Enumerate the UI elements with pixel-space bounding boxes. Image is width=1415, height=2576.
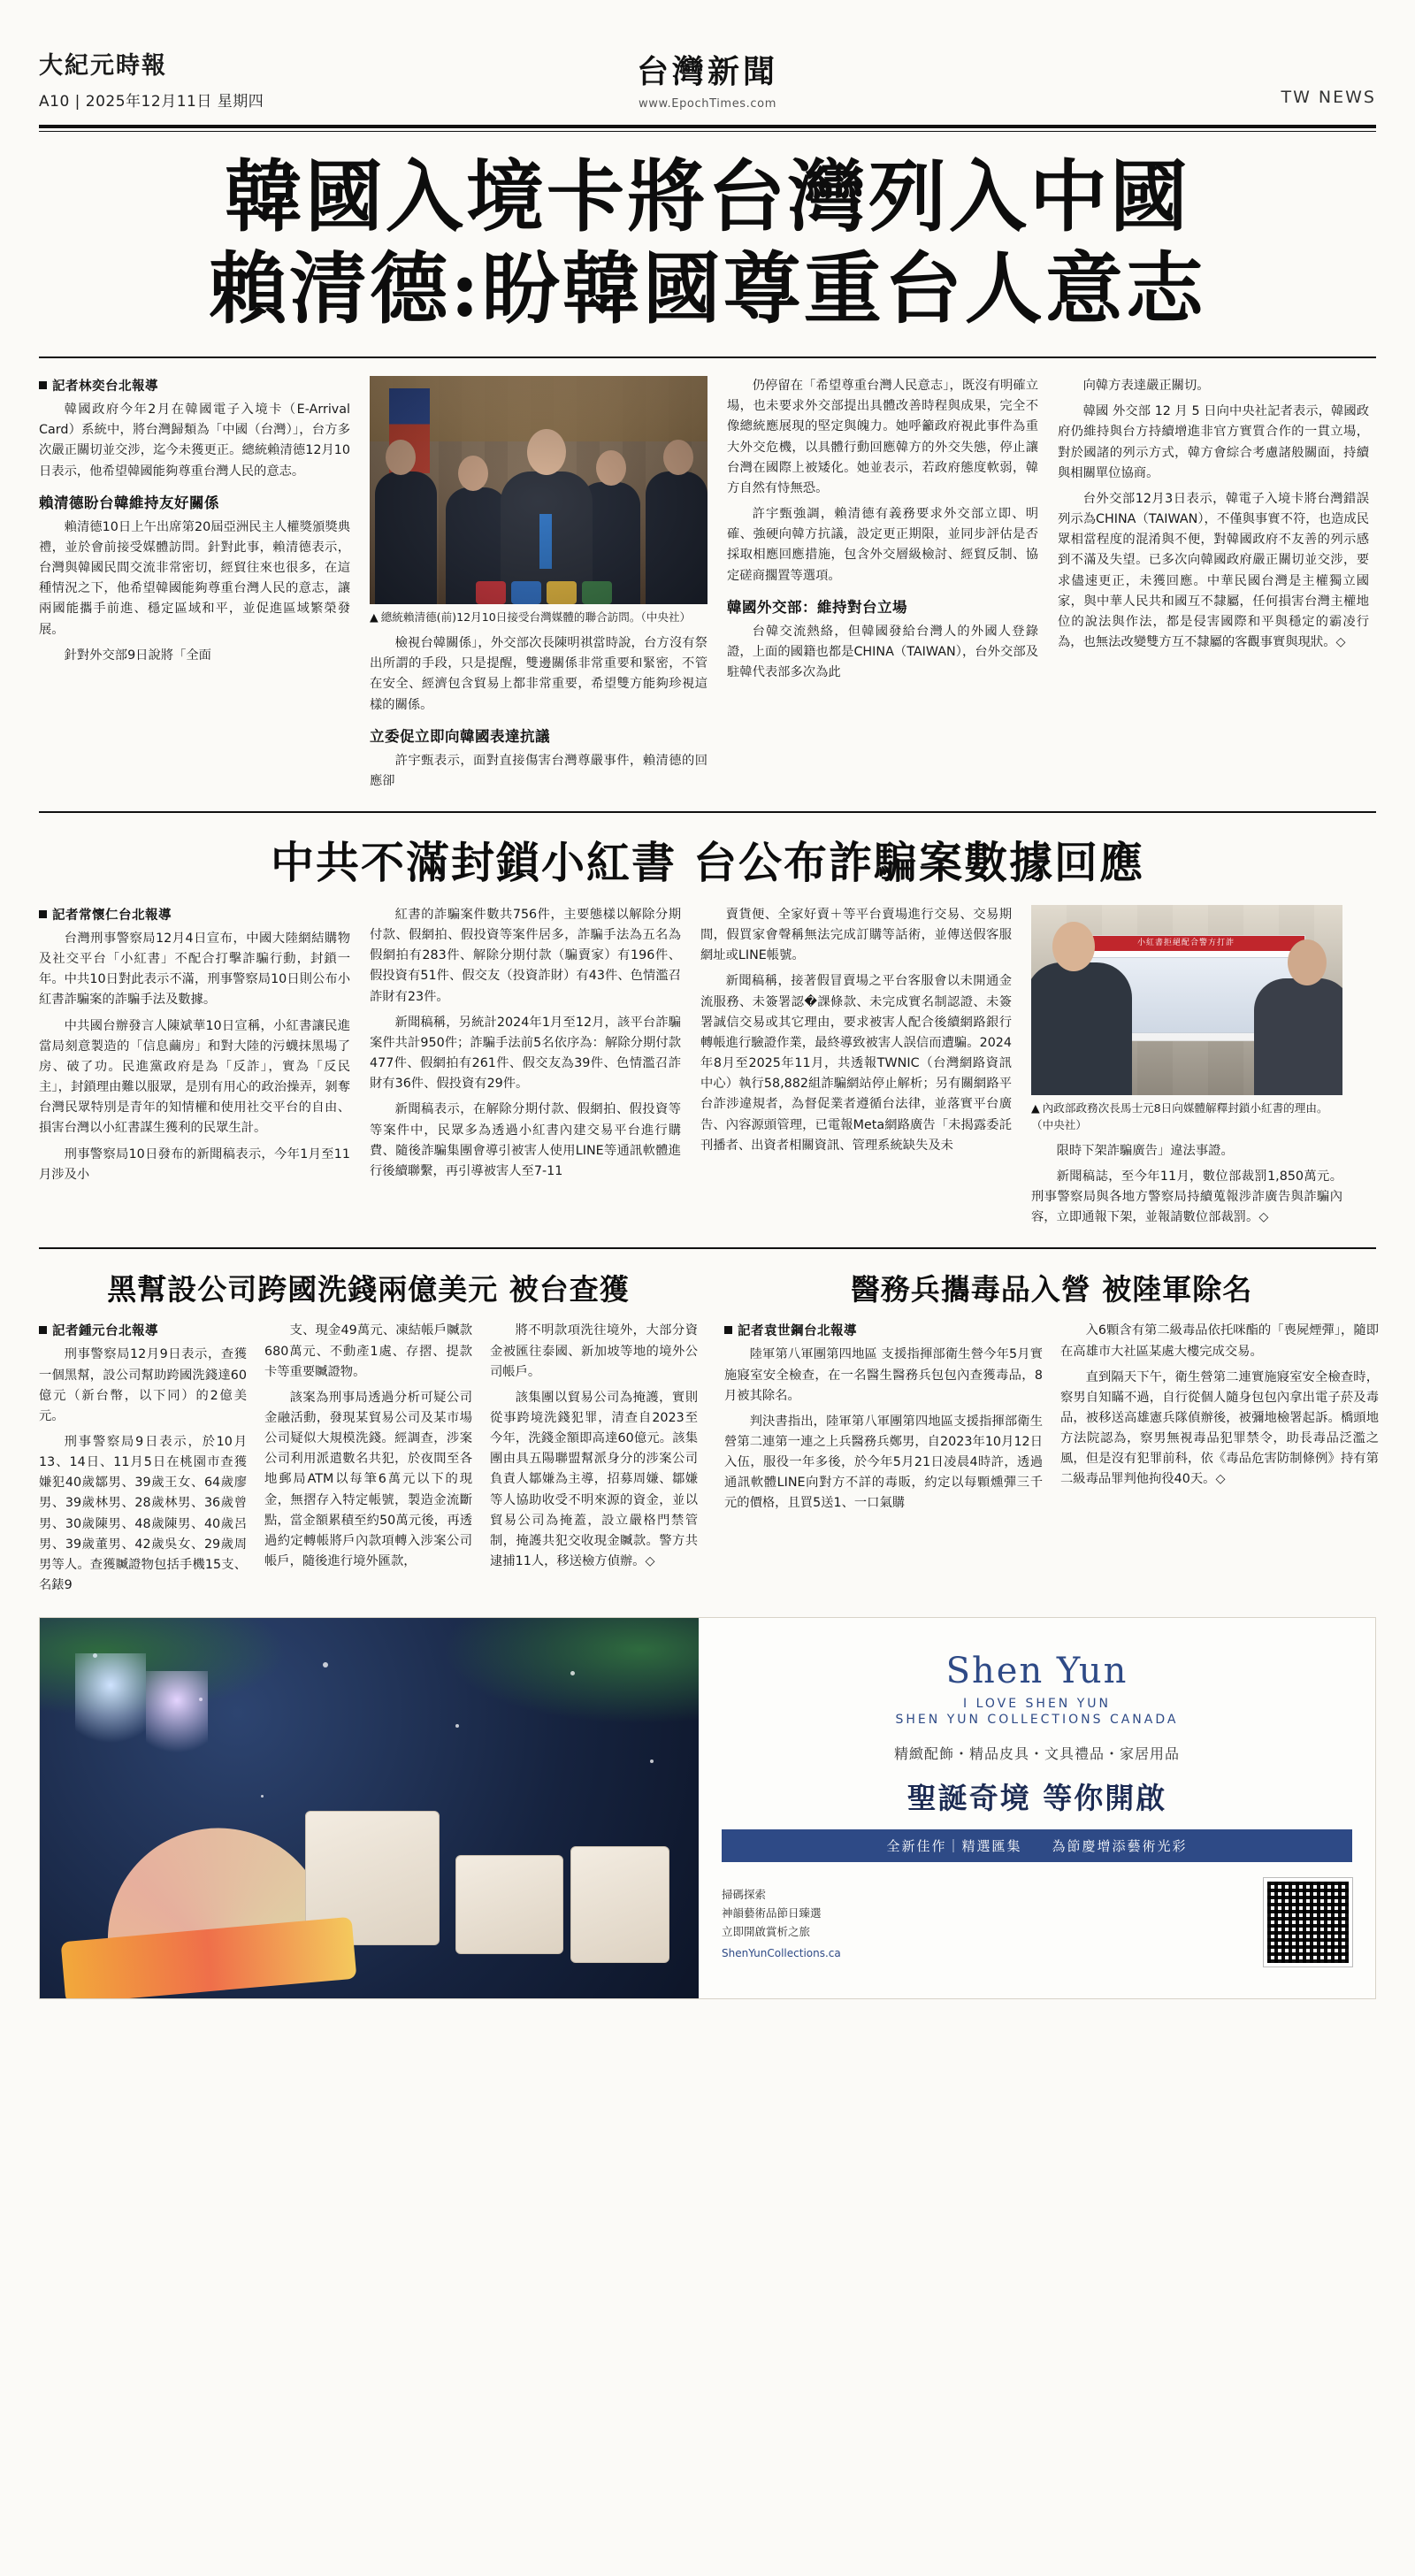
photo-vignette: [370, 376, 708, 604]
photo-caption-text: 內政部政務次長馬士元8日向媒體解釋封鎖小紅書的理由。（中央社）: [1031, 1100, 1328, 1131]
lead-headline-line1: 韓國入境卡將台灣列入中國: [224, 150, 1190, 242]
story4-headline: 醫務兵攜毒品入營 被陸軍除名: [850, 1272, 1253, 1307]
section-rule: [39, 1247, 1376, 1249]
masthead: [39, 0, 1376, 119]
paragraph: 賴清德10日上午出席第20屆亞洲民主人權獎頒獎典禮，並於會前接受媒體訪問。針對此事，賴清德表示，台灣與韓國民間交流非常密切，經貿往來也很多，在這種情況之下，他希望韓國能夠尊重台灣人民的意志，讓兩國能攜手前進、穩定區域和平，並促進區域繁榮發展。: [39, 519, 350, 637]
paragraph: 刑事警察局12月9日表示，查獲一個黑幫，設公司幫助跨國洗錢達60億元（新台幣，以下同）的2億美元。: [39, 1347, 247, 1423]
paragraph: 檢視台韓關係」，外交部次長陳明祺當時說，台方沒有祭出所謂的手段，只是提醒，雙邊關係非常重要和緊密，不管在安全、經濟包含貿易上都非常重要，希望雙方能夠珍視這樣的關係。: [370, 636, 708, 712]
section-title: 台灣新聞: [636, 53, 778, 90]
photo-figure: [1254, 978, 1342, 1095]
lead-photo: [370, 376, 708, 604]
ad-footer-text: [722, 1885, 1248, 1959]
story4-byline: [724, 1321, 1043, 1339]
story4-col-1: [724, 1321, 1043, 1519]
paragraph: 賣貨便、全家好賣＋等平台賣場進行交易、交易期間，假買家會聲稱無法完成訂購等話術，並傳送假客服網址或LINE帳號。: [700, 907, 1012, 963]
story3-columns: [39, 1321, 698, 1601]
story2-byline: [39, 905, 350, 924]
subhead: 韓國外交部：維持對台立場: [727, 598, 907, 616]
story2-byline-text: 記者常懷仁台北報導: [52, 908, 172, 923]
story2-col-3: [700, 905, 1012, 1233]
story2-headline: 中共不滿封鎖小紅書 台公布詐騙案數據回應: [270, 836, 1145, 888]
lead-col-4: [1058, 376, 1369, 797]
story2-col-2: [370, 905, 681, 1233]
paragraph: 許宇甄表示，面對直接傷害台灣尊嚴事件，賴清德的回應卻: [370, 753, 708, 788]
paragraph: 直到隔天下午，衛生營第二連實施寢室安全檢查時，察男自知瞞不過，自行從個人隨身包包內拿出電子菸及毒品，被移送高雄憲兵隊偵辦後，被彌地檢署起訴。橋頭地方法院認為，察男無視毒品犯罪禁令，助長毒品泛濫之風，但是沒有犯罪前科，依《毒品危害防制條例》持有第二級毒品罪判他拘役40天。◇: [1060, 1369, 1379, 1487]
section-rule: [39, 811, 1376, 813]
paragraph: 新聞稿表示，在解除分期付款、假網拍、假投資等等案件中，民眾多為透過小紅書內建交易平台進行購費、隨後詐騙集團會導引被害人使用LINE等通訊軟體進行後續聯繫，再引導被害人至7-11: [370, 1102, 681, 1178]
paragraph: 限時下架詐騙廣告」違法事證。: [1056, 1143, 1234, 1158]
paragraph: 韓國 外交部 12 月 5 日向中央社記者表示，韓國政府仍維持與台方持續增進非官方實質合作的一貫立場，對於國諸的列示方式，韓方會綜合考慮諸般關面，持續與相關單位協商。: [1058, 404, 1369, 480]
photo-figure-head: [1052, 922, 1095, 971]
photo-figure-head: [1288, 939, 1327, 985]
ad-footer: [722, 1878, 1352, 1966]
page-meta: A10 | 2025年12月11日 星期四: [39, 93, 264, 111]
lead-story: [39, 376, 1376, 797]
site-url: www.EpochTimes.com: [639, 97, 776, 111]
photo-figure: [1031, 962, 1132, 1095]
silk-scarf: [61, 1917, 357, 1998]
paragraph: 陸軍第八軍團第四地區 支援指揮部衛生營今年5月實施寢室安全檢查，在一名醫生醫務兵包包內查獲毒品，8月被其除名。: [724, 1347, 1043, 1403]
photo-caption: [370, 610, 708, 626]
subhead: 賴清德盼台韓維持友好關係: [39, 494, 219, 511]
story2-photo: [1031, 905, 1342, 1095]
gift-box: [455, 1855, 563, 1954]
masthead-left: [39, 46, 419, 111]
paragraph: 該集團以貿易公司為掩護，實則從事跨境洗錢犯罪，清查自2023至今年，洗錢金額即高達60億元。該集團由具五陽聯盟幫派身分的涉案公司負責人鄒嫌為主導，招募周嫌、鄒嫌等人協助收受不明來源的資金，並以貿易公司為掩蓋，設立嚴格門禁管制，掩護共犯交收現金贓款。警方共逮捕11人，移送檢方偵辦。◇: [490, 1390, 698, 1569]
story3: [39, 1253, 698, 1601]
paragraph: 該案為刑事局透過分析可疑公司金融活動，發現某貿易公司及某市場公司疑似大規模洗錢。經調查，涉案公司利用派遣數名共犯，於夜間至各地郵局ATM以每筆6萬元以下的現金，無摺存入特定帳號，製造金流斷點，當金額累積至約50萬元後，再透過約定轉帳將戶內款項轉入涉案公司帳戶，隨後進行境外匯款，: [264, 1390, 472, 1569]
earrings-icon: [146, 1671, 208, 1768]
story2-col-1: [39, 905, 350, 1233]
subhead: 立委促立即向韓國表達抗議: [370, 727, 550, 745]
paragraph: 台灣刑事警察局12月4日宣布，中國大陸網結購物及社交平台「小紅書」不配合打擊詐騙行動，封鎖一年。中共10日對此表示不滿，刑事警察局10日則公布小紅書詐騙案的詐騙手法及數據。: [39, 931, 350, 1008]
caption-triangle-icon: ▲: [370, 610, 379, 625]
publication-logo: 大紀元時報: [39, 52, 167, 80]
ad-copy: [699, 1618, 1375, 1998]
advertisement[interactable]: [39, 1617, 1376, 1999]
story3-headline: 黑幫設公司跨國洗錢兩億美元 被台查獲: [107, 1272, 630, 1307]
qr-code-icon[interactable]: [1264, 1878, 1352, 1966]
story4-byline-text: 記者袁世鋼台北報導: [738, 1324, 857, 1339]
ad-url[interactable]: ShenYunCollections.ca: [722, 1946, 841, 1959]
masthead-rule: [39, 125, 1376, 128]
byline-bullet-icon: [39, 910, 47, 918]
lead-col-2: [370, 376, 708, 797]
lead-headline: [39, 151, 1376, 334]
snow-dot: [650, 1760, 654, 1763]
story4: [724, 1253, 1379, 1601]
lead-headline-line2: 賴清德:盼韓國尊重台人意志: [209, 242, 1206, 335]
ad-tagline: 精緻配飾・精品皮具・文具禮品・家居用品: [893, 1744, 1180, 1762]
ad-scan-line3: 立即開啟賞析之旅: [722, 1925, 811, 1939]
brand-love-line: I LOVE SHEN YUN: [963, 1696, 1111, 1711]
ad-headline: 聖誕奇境 等你開啟: [906, 1780, 1167, 1815]
paragraph: 判決書指出，陸軍第八軍團第四地區支援指揮部衛生營第二連第一連之上兵醫務兵鄭男，自2023年10月12日入伍，服役一年多後，於今年5月21日凌晨4時許，透過通訊軟體LINE向對方不詳的毒販，約定以每顆燻彈三千元的價格，且買5送1、一口氣購: [724, 1414, 1043, 1511]
paragraph: 台外交部12月3日表示，韓電子入境卡將台灣錯誤列示為CHINA（TAIWAN），不僅與事實不符，也造成民眾相當程度的混淆與不便，對韓國政府不友善的列示感到不滿及失望。已多次向韓國政府嚴正關切並交涉，要求儘速更正，未獲回應。中華民國台灣是主權獨立國家，與中華人民共和國互不隸屬，任何損害台灣主權地位的說法與作法，都是侵害國際和平與穩定的霸凌行為，也無法改變雙方互不隸屬的客觀事實與現狀。◇: [1058, 491, 1369, 650]
board-title-bar: 小紅書拒絕配合警方打詐: [1067, 936, 1304, 951]
ad-image: [40, 1618, 699, 1998]
gift-box: [570, 1846, 669, 1963]
story3-col-2: [264, 1321, 472, 1601]
brand-script-logo: Shen Yun: [945, 1650, 1128, 1691]
masthead-rule-thin: [39, 131, 1376, 132]
caption-triangle-icon: ▲: [1031, 1100, 1040, 1115]
paragraph: 刑事警察局10日發布的新聞稿表示，今年1月至11月涉及小: [39, 1146, 350, 1182]
section-label-en: TW NEWS: [1281, 88, 1376, 107]
photo-caption: [1031, 1100, 1342, 1134]
paragraph: 將不明款項洗往境外，大部分資金被匯往泰國、新加坡等地的境外公司帳戶。: [490, 1323, 698, 1379]
byline-bullet-icon: [724, 1326, 732, 1334]
lead-col-1: [39, 376, 350, 797]
headline-rule: [39, 356, 1376, 358]
paragraph: 韓國政府今年2月在韓國電子入境卡（E-Arrival Card）系統中，將台灣歸類為「中國（台灣）」，台方多次嚴正關切並交涉，迄今未獲更正。總統賴清德12月10日表示，他希望韓國能夠尊重台灣人民的意志。: [39, 402, 350, 479]
lead-byline: [39, 376, 350, 395]
lead-byline-text: 記者林奕台北報導: [52, 380, 158, 395]
brand-name: SHEN YUN COLLECTIONS CANADA: [895, 1712, 1179, 1727]
paragraph: 新聞稿稱，接著假冒賣場之平台客服會以未開通金流服務、未簽署認�課條款、未完成實名制認證、未簽署誠信交易或其它理由，要求被害人配合後續網路銀行轉帳進行驗證作業，最終導致被害人誤信而遭騙。2024年8月至2025年11月，共透報TWNIC（台灣網路資訊中心）執行58,882組詐騙網站停止解析；另有關網路平台詐涉違規者，為督促業者遵循台法律，並落實平台廣告、內容源頭管理，已電報Meta網路廣告「未揭露委託刊播者、出資者相關資訊、管理系統缺失及未: [700, 974, 1012, 1153]
byline-bullet-icon: [39, 381, 47, 389]
necklace-icon: [75, 1653, 146, 1760]
ad-scan-line2: 神韻藝術品節日臻選: [722, 1906, 822, 1920]
paragraph: 新聞稿稱，另統計2024年1月至12月，該平台詐騙案件共計950件；詐騙手法前5名依序為：解除分期付款477件、假網拍有261件、假交友為39件、色情濫召詐財有36件、假投資有29件。: [370, 1015, 681, 1092]
story3-col-3: [490, 1321, 698, 1601]
lead-photo-wrap: [370, 376, 708, 626]
ad-scan-line1: 掃碼探索: [722, 1887, 767, 1901]
story4-columns: [724, 1321, 1379, 1519]
byline-bullet-icon: [39, 1326, 47, 1334]
photo-caption-text: 總統賴清德(前)12月10日接受台灣媒體的聯合訪問。（中央社）: [380, 610, 692, 625]
story3-col-1: [39, 1321, 247, 1601]
paragraph: 針對外交部9日說將「全面: [64, 648, 211, 663]
ad-strip: 全新佳作｜精選匯集 為節慶增添藝術光彩: [722, 1829, 1352, 1862]
snow-dot: [261, 1795, 264, 1798]
story3-byline-text: 記者鍾元台北報導: [52, 1324, 158, 1339]
story3-byline: [39, 1321, 247, 1339]
paragraph: 許宇甄強調，賴清德有義務要求外交部立即、明確、強硬向韓方抗議，設定更正期限，並同步評估是否採取相應回應措施，包含外交層級檢討、經貿反制、協定磋商擱置等選項。: [727, 507, 1038, 583]
paragraph: 台韓交流熱絡，但韓國發給台灣人的外國人登錄證，上面的國籍也都是CHINA（TAIWAN），台外交部及駐韓代表部多次為此: [727, 624, 1038, 680]
masthead-center: [419, 47, 996, 111]
story2: [39, 905, 1376, 1233]
paragraph: 刑事警察局9日表示，於10月13、14日、11月5日在桃園市查獲嫌犯40歲鄒男、39歲王女、64歲廖男、39歲林男、28歲林男、36歲曾男、30歲陳男、48歲陳男、40歲呂男、39歲董男、42歲吳女、29歲周男等人。查獲贓證物包括手機15支、名錶9: [39, 1435, 247, 1593]
story4-col-2: [1060, 1321, 1379, 1519]
paragraph: 仍停留在「希望尊重台灣人民意志」，既沒有明確立場，也未要求外交部提出具體改善時程與成果，完全不像總統應展現的堅定與魄力。她呼籲政府視此事件為重大外交危機，以具體行動回應韓方的外交失態，停止讓台灣在國際上被矮化。她並表示，若政府態度軟弱，韓方自然有恃無恐。: [727, 379, 1038, 495]
paragraph: 支、現金49萬元、凍結帳戶贓款680萬元、不動產1處、存摺、提款卡等重要贓證物。: [264, 1323, 472, 1379]
snow-dot: [455, 1724, 459, 1728]
paragraph: 中共國台辦發言人陳斌華10日宣稱，小紅書讓民進當局刻意製造的「信息繭房」和對大陸的污蠛抹黑場了房、破了功。民進黨政府是為「反詐」，實為「反民主」，封鎖理由難以服眾，是別有用心的政治操弄，剝奪台灣民眾特別是青年的知情權和使用社交平台的自由、損害台灣以小紅書謀生獲利的民眾生計。: [39, 1018, 350, 1136]
paragraph: 紅書的詐騙案件數共756件，主要態樣以解除分期付款、假網拍、假投資等案件居多，詐騙手法為五名為假網拍有283件、解除分期付款（騙賣家）有196件、假投資有51件、假交友（投資詐財）有43件、色情濫召詐財有23件。: [370, 907, 681, 1004]
paragraph: 入6顆含有第二級毒品依托咪酯的「喪屍煙彈」，隨即在高雄市大社區某處大樓完成交易。: [1060, 1323, 1379, 1359]
lead-col-3: [727, 376, 1038, 797]
bottom-stories: [39, 1253, 1379, 1601]
paragraph: 新聞稿誌，至今年11月，數位部裁罰1,850萬元。刑事警察局與各地方警察局持續蒐報涉詐廣告與詐騙內容，立即通報下架，並報請數位部裁罰。◇: [1031, 1169, 1342, 1225]
snow-dot: [323, 1662, 328, 1668]
story2-col-4: [1031, 905, 1342, 1233]
paragraph: 向韓方表達嚴正關切。: [1082, 379, 1210, 394]
